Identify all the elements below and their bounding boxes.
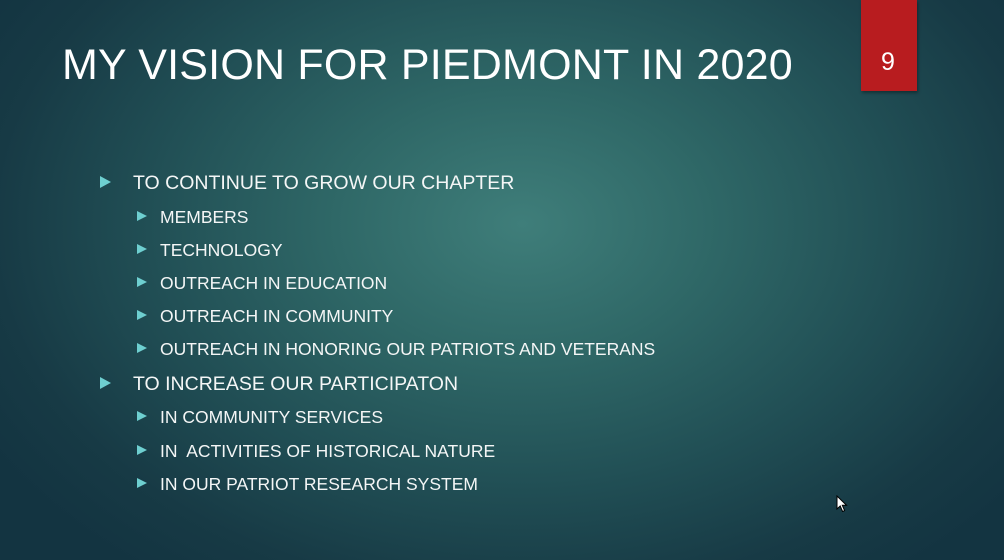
triangle-right-icon [100,176,111,188]
sub-bullet-item [137,239,283,261]
bullet-text: TECHNOLOGY [160,240,283,260]
sub-bullet-item [137,272,387,294]
triangle-right-icon [137,343,147,353]
sub-bullet-item [137,338,655,360]
bullet-text: TO INCREASE OUR PARTICIPATON [133,373,459,395]
triangle-right-icon [137,478,147,488]
triangle-right-icon [137,445,147,455]
bullet-item [100,170,514,196]
sub-bullet-item [137,440,495,462]
triangle-right-icon [137,411,147,421]
triangle-right-icon [100,377,111,389]
triangle-right-icon [137,211,147,221]
bullet-text: IN ACTIVITIES OF HISTORICAL NATURE [160,441,496,461]
triangle-right-icon [137,244,147,254]
sub-bullet-item [137,473,478,495]
triangle-right-icon [137,310,147,320]
bullet-item [100,371,458,397]
bullet-text: MEMBERS [160,207,249,227]
bullet-text: TO CONTINUE TO GROW OUR CHAPTER [133,172,515,194]
mouse-pointer-icon [836,495,848,513]
bullet-text: OUTREACH IN HONORING OUR PATRIOTS AND VETERANS [160,339,656,359]
bullet-text: OUTREACH IN COMMUNITY [160,306,394,326]
sub-bullet-item [137,305,393,327]
slide-number: 9 [881,48,895,76]
bullet-text: IN OUR PATRIOT RESEARCH SYSTEM [160,474,478,494]
bullet-text: IN COMMUNITY SERVICES [160,407,383,427]
triangle-right-icon [137,277,147,287]
sub-bullet-item [137,406,383,428]
sub-bullet-item [137,206,248,228]
bullet-text: OUTREACH IN EDUCATION [160,273,388,293]
slide-title: MY VISION FOR PIEDMONT IN 2020 [62,41,793,89]
